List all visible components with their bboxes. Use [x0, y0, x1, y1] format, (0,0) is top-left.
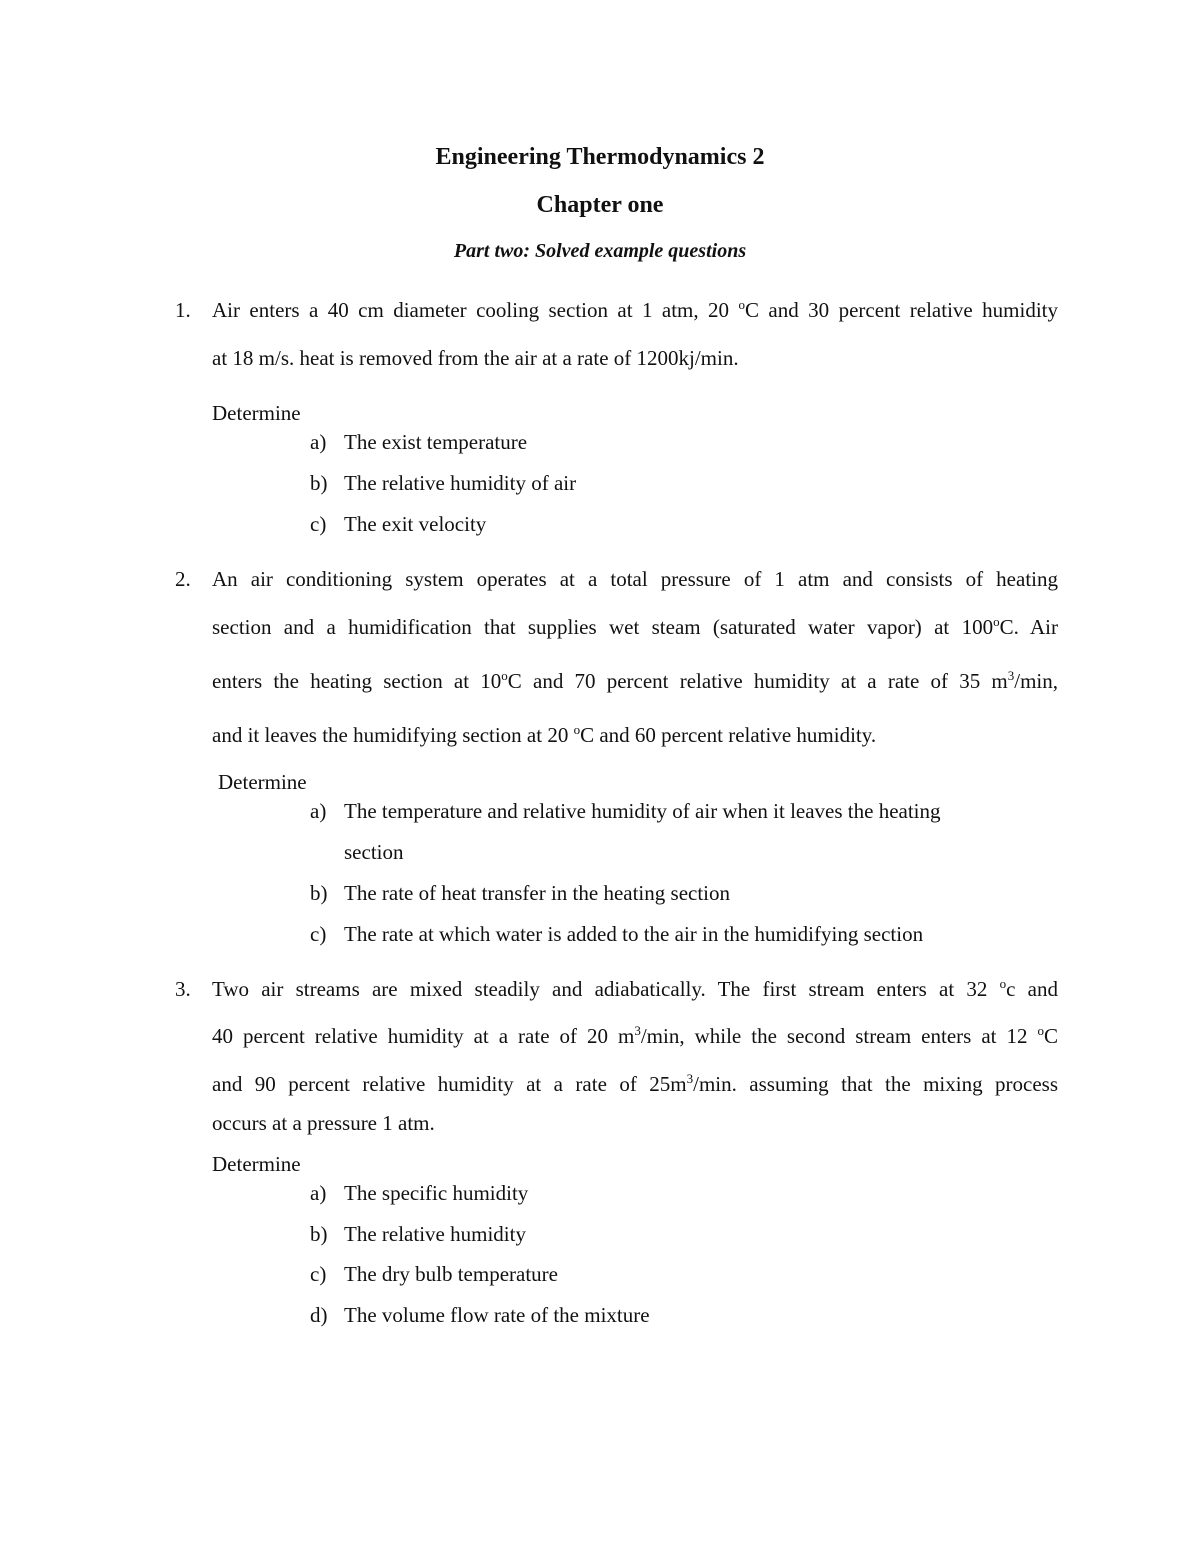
item-label: b)	[310, 881, 328, 905]
question-number: 3.	[175, 977, 191, 1001]
question-text-line: occurs at a pressure 1 atm.	[212, 1111, 435, 1135]
question-text-line: and it leaves the humidifying section at 20 $^o$C and 60 percent relative humidity.	[212, 722, 877, 747]
determine-label: Determine	[212, 1152, 301, 1176]
question-number: 1.	[175, 298, 191, 322]
item-label: c)	[310, 922, 327, 946]
part-subtitle: Part two: Solved example questions	[453, 240, 747, 262]
question-text-line: Air enters a 40 cm diameter cooling section at 1 atm, 20 $^o$C and 30 percent relative humidity	[212, 297, 1058, 322]
item-text: The exist temperature	[344, 430, 528, 454]
item-text: section	[344, 840, 404, 864]
item-label: a)	[310, 799, 327, 823]
document-title: Engineering Thermodynamics 2	[435, 144, 765, 170]
item-text: The specific humidity	[344, 1181, 529, 1205]
item-text: The relative humidity	[344, 1222, 526, 1246]
item-text: The relative humidity of air	[344, 471, 577, 495]
question-text-line: An air conditioning system operates at a total pressure of 1 atm and consists of heating	[212, 567, 1058, 591]
item-text: The exit velocity	[344, 512, 487, 536]
item-text: The dry bulb temperature	[344, 1262, 558, 1286]
question-text-line: and 90 percent relative humidity at a rate of $25m^3/\min$. assuming that the mixing process	[212, 1071, 1059, 1096]
item-label: c)	[310, 1262, 327, 1286]
question-text-line: Two air streams are mixed steadily and adiabatically. The first stream enters at 32 $^o$c and	[212, 976, 1058, 1001]
question-number: 2.	[175, 567, 191, 591]
question-text-line: section and a humidification that supplies wet steam (saturated water vapor) at 100$^o$C. Air	[212, 614, 1059, 639]
item-label: d)	[310, 1303, 328, 1327]
item-label: b)	[310, 1222, 328, 1246]
item-label: a)	[310, 430, 327, 454]
question-text-line: at 18 m/s. heat is removed from the air at a rate of 1200kj/min.	[212, 346, 739, 370]
item-text: The temperature and relative humidity of air when it leaves the heating	[344, 799, 941, 823]
chapter-heading: Chapter one	[536, 192, 664, 218]
item-text: The volume flow rate of the mixture	[344, 1303, 650, 1327]
question-text-line: 40 percent relative humidity at a rate of 20 $m^3/\min$, while the second stream enters at 12 $^o$C	[212, 1023, 1058, 1048]
item-label: b)	[310, 471, 328, 495]
question-text-line: enters the heating section at 10$^o$C and 70 percent relative humidity at a rate of 35 $m^3/\min$,	[212, 668, 1059, 693]
determine-label: Determine	[212, 401, 301, 425]
item-text: The rate of heat transfer in the heating section	[344, 881, 730, 905]
determine-label: Determine	[218, 770, 307, 794]
item-label: c)	[310, 512, 327, 536]
item-label: a)	[310, 1181, 327, 1205]
item-text: The rate at which water is added to the air in the humidifying section	[344, 922, 924, 946]
